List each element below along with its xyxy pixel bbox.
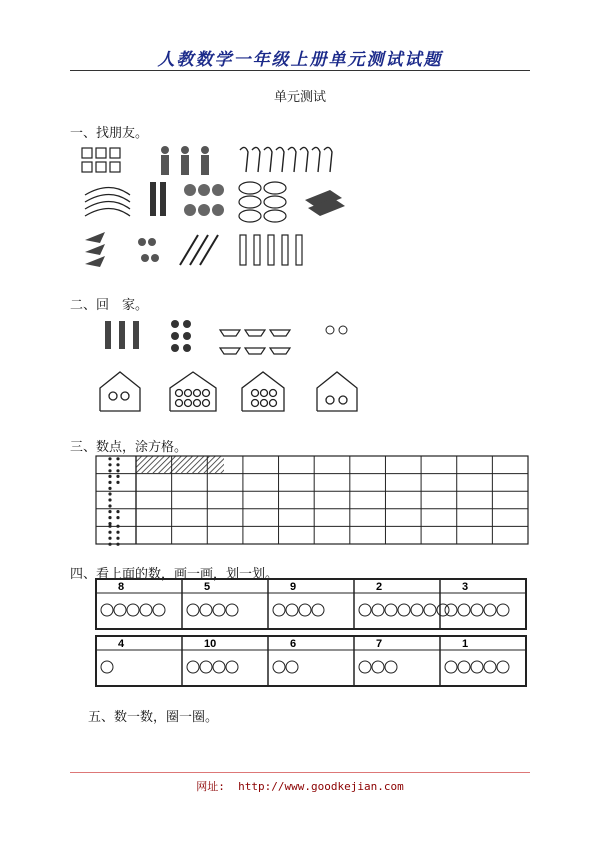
drawn-circle: [458, 661, 470, 673]
pencils-icon: [240, 235, 302, 265]
page-title: 单元测试: [273, 90, 326, 105]
die-dot: [116, 510, 119, 513]
die-dot: [108, 487, 111, 490]
drawn-circle: [226, 661, 238, 673]
cell-number: 6: [290, 638, 297, 650]
die-dot: [116, 469, 119, 472]
drawn-circle: [273, 661, 285, 673]
leaves-icon: [180, 235, 218, 265]
die-dot: [108, 463, 111, 466]
birds-icon: [240, 147, 332, 172]
cell-number: 4: [118, 638, 125, 650]
die-dot: [108, 481, 111, 484]
drawn-circle: [484, 604, 496, 616]
butterflies-icon: [138, 238, 159, 262]
flowers-icon: [171, 320, 191, 352]
die-dot: [116, 543, 119, 546]
cell-number: 10: [204, 638, 217, 650]
plates-icon: [239, 182, 286, 222]
die-dot: [116, 463, 119, 466]
header-title: 人教数学一年级上册单元测试试题: [157, 50, 443, 70]
number-table-2: [96, 636, 526, 688]
drawn-circle: [299, 604, 311, 616]
drawn-circle: [140, 604, 152, 616]
cell-number: 1: [462, 638, 469, 650]
die-dot: [108, 475, 111, 478]
die-dot: [116, 481, 119, 484]
header-divider: [70, 70, 530, 71]
drawn-circle: [286, 604, 298, 616]
drawn-circle: [187, 661, 199, 673]
drawn-circle: [497, 661, 509, 673]
section-1-label: 一、找朋友。: [70, 126, 149, 141]
house-4: [317, 372, 357, 411]
cell-number: 3: [462, 581, 469, 593]
animals-icon: [82, 148, 120, 172]
footer-label: 网址:: [196, 780, 225, 793]
drawn-circle: [445, 604, 457, 616]
section-3-label: 三、数点，涂方格。: [70, 440, 188, 455]
section-2-pictures: [95, 316, 375, 416]
die-dot: [108, 531, 111, 534]
house-1: [100, 372, 140, 411]
books-icon: [305, 190, 345, 216]
fish-icon: [85, 232, 105, 267]
drawn-circle: [187, 604, 199, 616]
drawn-circle: [101, 661, 113, 673]
cell-number: 2: [376, 581, 383, 593]
die-dot: [116, 531, 119, 534]
die-dot: [108, 525, 111, 528]
house-2: [170, 372, 216, 411]
die-dot: [108, 492, 111, 495]
drawn-circle: [213, 604, 225, 616]
die-dot: [116, 475, 119, 478]
cell-number: 5: [204, 581, 211, 593]
drawn-circle: [226, 604, 238, 616]
die-dot: [108, 504, 111, 507]
number-table-1: [96, 579, 526, 631]
drawn-circle: [372, 661, 384, 673]
house-3: [242, 372, 284, 411]
drawn-circle: [312, 604, 324, 616]
drawn-circle: [484, 661, 496, 673]
children-icon: [184, 184, 224, 216]
die-dot: [108, 516, 111, 519]
cell-number: 7: [376, 638, 383, 650]
pens-icon: [150, 182, 166, 216]
drawn-circle: [153, 604, 165, 616]
footer-url[interactable]: http://www.goodkejian.com: [238, 780, 404, 793]
drawn-circle: [398, 604, 410, 616]
die-dot: [108, 469, 111, 472]
section-2-label: 二、回 家。: [70, 298, 149, 313]
die-dot: [108, 537, 111, 540]
cell-number: 8: [118, 581, 125, 593]
section-4-label: 四、看上面的数，画一画，划一划。: [70, 567, 279, 582]
die-dot: [108, 510, 111, 513]
die-dot: [108, 498, 111, 501]
people-icon: [161, 146, 209, 175]
die-dot: [116, 525, 119, 528]
drawn-circle: [497, 604, 509, 616]
drawn-circle: [445, 661, 457, 673]
drawn-circle: [286, 661, 298, 673]
drawn-circle: [385, 661, 397, 673]
drawn-circle: [471, 661, 483, 673]
footer-divider: [70, 772, 530, 773]
drawn-circle: [200, 661, 212, 673]
cell-number: 9: [290, 581, 297, 593]
drawn-circle: [359, 661, 371, 673]
die-dot: [116, 537, 119, 540]
drawn-circle: [127, 604, 139, 616]
drawn-circle: [385, 604, 397, 616]
drawn-circle: [359, 604, 371, 616]
drawn-circle: [114, 604, 126, 616]
bees-icon: [326, 326, 347, 334]
drawn-circle: [273, 604, 285, 616]
die-dot: [108, 457, 111, 460]
section-1-pictures: [80, 140, 380, 270]
corn-icon: [105, 321, 139, 349]
drawn-circle: [200, 604, 212, 616]
drawn-circle: [411, 604, 423, 616]
bananas-icon: [85, 188, 130, 217]
footer: [0, 778, 600, 794]
section-5-label: 五、数一数，圈一圈。: [88, 710, 219, 725]
drawn-circle: [213, 661, 225, 673]
drawn-circle: [471, 604, 483, 616]
drawn-circle: [458, 604, 470, 616]
drawn-circle: [101, 604, 113, 616]
dot-grid: [96, 456, 528, 546]
die-dot: [116, 516, 119, 519]
die-dot: [108, 543, 111, 546]
die-dot: [116, 457, 119, 460]
drawn-circle: [372, 604, 384, 616]
drawn-circle: [424, 604, 436, 616]
boats-icon: [220, 330, 290, 354]
